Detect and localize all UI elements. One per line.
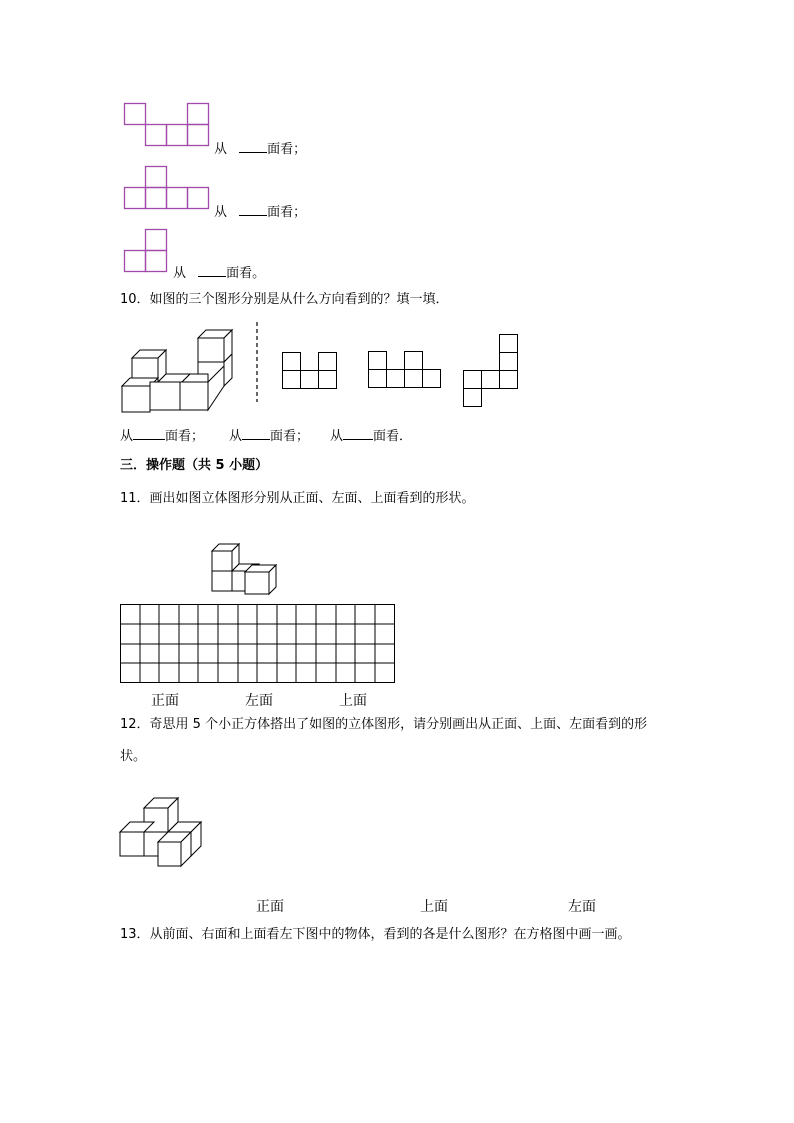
q10-answer-3-suffix: 面看． — [373, 429, 413, 444]
q12-question-line1: 12．奇思用 5 个小正方体搭出了如图的立体图形，请分别画出从正面、上面、左面看到的形 — [120, 717, 648, 732]
q9-view-2-prefix: 从 — [214, 205, 232, 220]
cube-structure-q12 — [119, 798, 203, 868]
cube-structure-q10 — [122, 330, 234, 414]
q10-answer-1-prefix: 从 — [120, 429, 134, 444]
answer-blank[interactable] — [242, 427, 270, 440]
q11-label-front: 正面 — [151, 693, 179, 709]
q12-question-line2: 状。 — [120, 749, 147, 764]
q9-view-2-suffix: 面看； — [267, 205, 307, 220]
view-a-shape — [282, 352, 338, 392]
q9-view-3-prefix: 从 — [173, 266, 191, 281]
answer-blank[interactable] — [343, 427, 373, 440]
q12-label-front: 正面 — [256, 899, 284, 915]
q11-question: 11．画出如图立体图形分别从正面、左面、上面看到的形状。 — [120, 491, 475, 506]
q10-answer-3-prefix: 从 — [330, 429, 344, 444]
view-c-shape — [463, 334, 519, 408]
q10-answer-1-suffix: 面看； — [165, 429, 205, 444]
q12-label-top: 上面 — [420, 899, 448, 915]
q9-view-3-suffix: 面看。 — [226, 266, 266, 281]
dashed-divider — [255, 322, 259, 402]
answer-blank[interactable] — [239, 203, 267, 216]
q13-question: 13．从前面、右面和上面看左下图中的物体，看到的各是什么图形？在方格图中画一画。 — [120, 927, 631, 942]
q9-view-1-suffix: 面看； — [267, 142, 307, 157]
q11-label-left: 左面 — [245, 693, 273, 709]
q12-label-left: 左面 — [568, 899, 596, 915]
q10-answer-2-prefix: 从 — [229, 429, 243, 444]
answer-blank[interactable] — [198, 264, 226, 277]
q11-label-top: 上面 — [339, 693, 367, 709]
view-shape-2 — [124, 166, 212, 212]
drawing-grid-q11 — [120, 604, 396, 684]
view-b-shape — [368, 351, 442, 391]
q9-view-1-prefix: 从 — [214, 142, 232, 157]
cube-structure-q11 — [212, 544, 282, 598]
answer-blank[interactable] — [239, 140, 267, 153]
q10-question: 10．如图的三个图形分别是从什么方向看到的？填一填． — [120, 292, 449, 307]
answer-blank[interactable] — [133, 427, 165, 440]
view-shape-1 — [124, 103, 212, 149]
section-heading: 三．操作题（共 5 小题） — [120, 458, 269, 473]
view-shape-3 — [124, 229, 170, 275]
q10-answer-2-suffix: 面看； — [270, 429, 310, 444]
